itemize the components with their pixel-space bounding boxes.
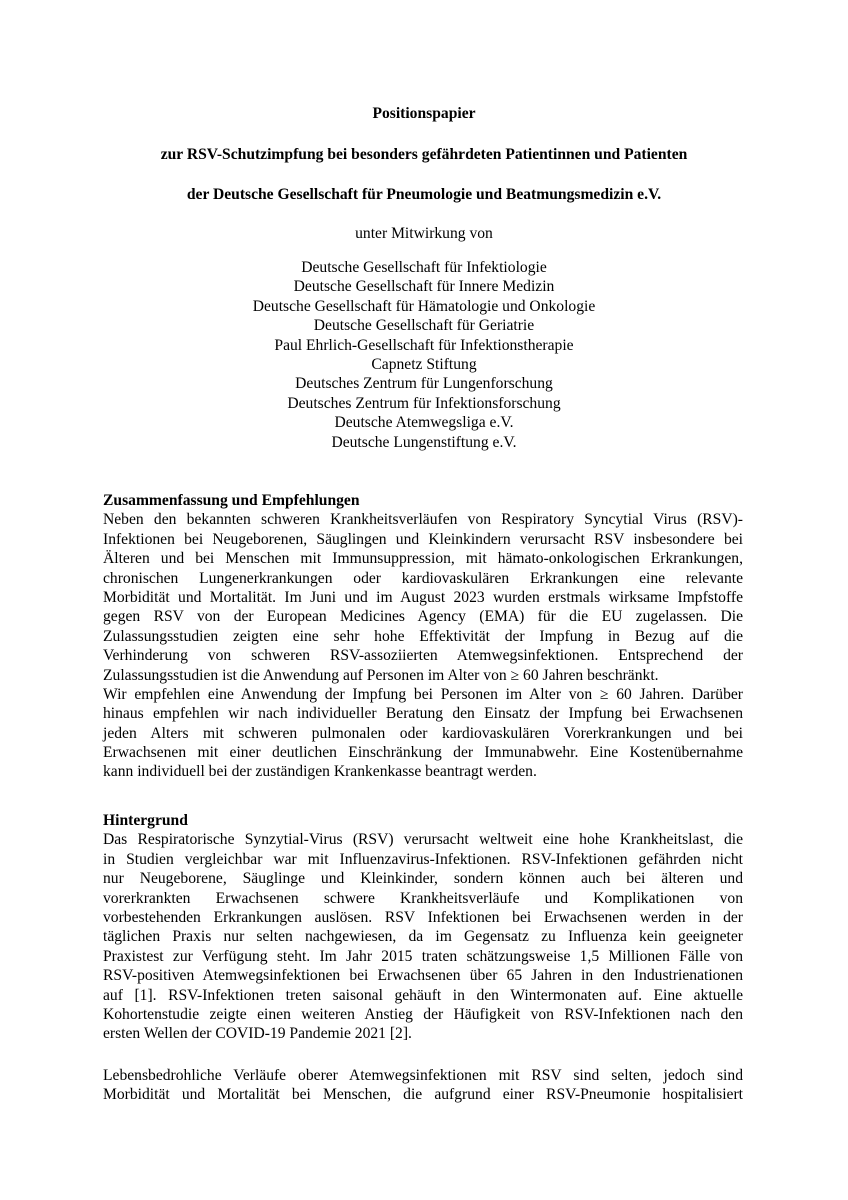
contributor-item: Deutsche Gesellschaft für Hämatologie und Onkologie xyxy=(252,297,596,315)
background-line: Praxistest zur Verfügung steht. Im Jahr 2015 traten schätzungsweise 1,5 Millionen Fälle von xyxy=(103,947,743,965)
background-line: täglichen Praxis nur selten nachgewiesen, da im Gegensatz zu Influenza kein geeigneter xyxy=(103,928,743,946)
summary-line: hinaus empfehlen wir nach individueller Beratung den Einsatz der Impfung bei Erwachsenen xyxy=(103,705,743,723)
background-line: Lebensbedrohliche Verläufe oberer Atemwegsinfektionen mit RSV sind selten, jedoch sind xyxy=(103,1067,743,1084)
summary-line: gegen RSV von der European Medicines Agency (EMA) für die EU zugelassen. Die xyxy=(103,608,743,626)
summary-line: kann individuell bei der zuständigen Krankenkasse beantragt werden. xyxy=(103,763,537,781)
background-line: vorerkrankten Erwachsenen schwere Krankheitsverläufe und Komplikationen von xyxy=(103,889,743,907)
background-line: vorbestehenden Erkrankungen auslösen. RSV Infektionen bei Erwachsenen werden in der xyxy=(103,908,743,926)
summary-line: Infektionen bei Neugeborenen, Säuglingen und Kleinkindern verursacht RSV insbesondere bei xyxy=(103,530,743,548)
contributor-item: Deutsche Lungenstiftung e.V. xyxy=(331,433,517,451)
summary-line: Wir empfehlen eine Anwendung der Impfung bei Personen im Alter von ≥ 60 Jahren. Darüber xyxy=(103,685,743,703)
contributors-intro: unter Mitwirkung von xyxy=(355,225,493,242)
summary-line: Neben den bekannten schweren Krankheitsverläufen von Respiratory Syncytial Virus (RSV)- xyxy=(103,511,743,529)
doc-title: Positionspapier xyxy=(372,105,476,122)
summary-line: Zulassungsstudien ist die Anwendung auf Personen im Alter von ≥ 60 Jahren beschränkt. xyxy=(103,666,659,684)
doc-title-organization: der Deutsche Gesellschaft für Pneumologie und Beatmungsmedizin e.V. xyxy=(186,186,662,203)
doc-title-topic: zur RSV-Schutzimpfung bei besonders gefährdeten Patientinnen und Patienten xyxy=(160,146,688,163)
summary-section xyxy=(103,491,743,782)
summary-line: Morbidität und Mortalität. Im Juni und im August 2023 wurden erstmals wirksame Impfstoffe xyxy=(103,588,743,606)
background-line: Das Respiratorische Synzytial-Virus (RSV) verursacht weltweit eine hohe Krankheitslast, die xyxy=(103,831,743,849)
background-line: ersten Wellen der COVID-19 Pandemie 2021 [2]. xyxy=(103,1025,412,1043)
contributor-item: Paul Ehrlich-Gesellschaft für Infektionstherapie xyxy=(274,336,574,354)
summary-line: Zulassungsstudien zeigten eine sehr hohe Effektivität der Impfung in Bezug auf die xyxy=(103,627,743,645)
background-line: nur Neugeborene, Säuglinge und Kleinkinder, sondern können auch bei älteren und xyxy=(103,870,743,888)
contributor-item: Deutsche Gesellschaft für Geriatrie xyxy=(313,317,535,335)
background-line: in Studien vergleichbar war mit Influenzavirus-Infektionen. RSV-Infektionen gefährden nicht xyxy=(103,850,743,868)
summary-line: Verhinderung von schweren RSV-assoziierten Atemwegsinfektionen. Entsprechend der xyxy=(103,647,743,665)
background-line: RSV-positiven Atemwegsinfektionen bei Erwachsenen über 65 Jahren in den Industrienationen xyxy=(103,967,743,985)
contributor-item: Deutsche Atemwegsliga e.V. xyxy=(334,414,514,432)
background-line: Morbidität und Mortalität bei Menschen, die aufgrund einer RSV-Pneumonie hospitalisiert xyxy=(103,1086,743,1104)
summary-line: Älteren und bei Menschen mit Immunsuppression, mit hämato-onkologischen Erkrankungen, xyxy=(103,550,743,568)
background-line: auf [1]. RSV-Infektionen treten saisonal gehäuft in den Wintermonaten auf. Eine aktuelle xyxy=(103,986,743,1004)
contributor-list xyxy=(0,258,848,452)
summary-heading: Zusammenfassung und Empfehlungen xyxy=(103,492,360,509)
background-line: Kohortenstudie zeigte einen weiteren Anstieg der Häufigkeit von RSV-Infektionen nach den xyxy=(103,1005,743,1023)
summary-line: chronischen Lungenerkrankungen oder kardiovaskulären Erkrankungen eine relevante xyxy=(103,569,743,587)
contributor-item: Deutsche Gesellschaft für Innere Medizin xyxy=(293,278,555,296)
contributor-item: Deutsche Gesellschaft für Infektiologie xyxy=(301,259,547,276)
contributor-item: Capnetz Stiftung xyxy=(371,356,477,374)
background-paragraph-2 xyxy=(103,1066,743,1105)
background-heading: Hintergrund xyxy=(103,812,188,829)
summary-line: Erwachsenen mit einer deutlichen Einschränkung der Immunabwehr. Eine Kostenübernahme xyxy=(103,744,743,762)
summary-line: jeden Alters mit schweren pulmonalen oder kardiovaskulären Vorerkrankungen und bei xyxy=(103,724,743,742)
contributor-item: Deutsches Zentrum für Infektionsforschung xyxy=(287,394,561,412)
background-section xyxy=(103,811,743,1044)
contributor-item: Deutsches Zentrum für Lungenforschung xyxy=(295,375,553,393)
